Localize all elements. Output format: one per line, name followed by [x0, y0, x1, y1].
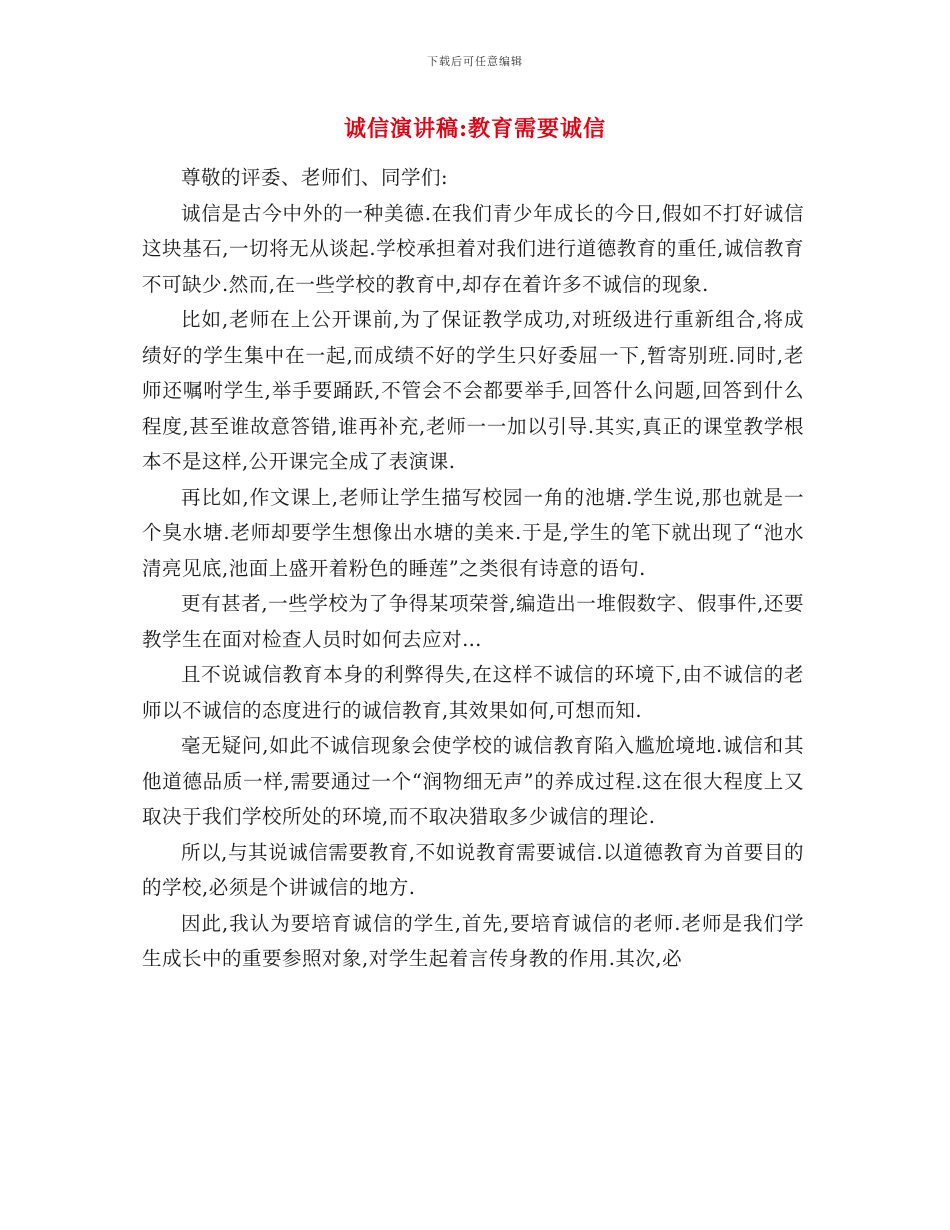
paragraph-greeting: 尊敬的评委、老师们、同学们: — [181, 166, 449, 189]
paragraph: 且不说诚信教育本身的利弊得失,在这样不诚信的环境下,由不诚信的老师以不诚信的态度进行的诚信教育,其效果如何,可想而知. — [142, 663, 804, 722]
document-body — [142, 160, 804, 977]
paragraph: 因此,我认为要培育诚信的学生,首先,要培育诚信的老师.老师是我们学生成长中的重要参照对象,对学生起着言传身教的作用.其次,必 — [142, 911, 804, 970]
paragraph: 再比如,作文课上,老师让学生描写校园一角的池塘.学生说,那也就是一个臭水塘.老师却要学生想像出水塘的美来.于是,学生的笔下就出现了“池水清亮见底,池面上盛开着粉色的睡莲”之类很有诗意的语句. — [142, 485, 804, 580]
paragraph: 诚信是古今中外的一种美德.在我们青少年成长的今日,假如不打好诚信这块基石,一切将无从谈起.学校承担着对我们进行道德教育的重任,诚信教育不可缺少.然而,在一些学校的教育中,却存在着许多不诚信的现象. — [142, 201, 804, 296]
paragraph: 所以,与其说诚信需要教育,不如说教育需要诚信.以道德教育为首要目的的学校,必须是个讲诚信的地方. — [142, 840, 804, 899]
header-note: 下载后可任意编辑 — [427, 55, 523, 68]
paragraph: 毫无疑问,如此不诚信现象会使学校的诚信教育陷入尴尬境地.诚信和其他道德品质一样,需要通过一个“润物细无声”的养成过程.这在很大程度上又取决于我们学校所处的环境,而不取决猎取多少诚信的理论. — [142, 734, 804, 828]
paragraph: 比如,老师在上公开课前,为了保证教学成功,对班级进行重新组合,将成绩好的学生集中在一起,而成绩不好的学生只好委屈一下,暂寄别班.同时,老师还嘱咐学生,举手要踊跃,不管会不会都要举手,回答什么问题,回答到什么程度,甚至谁故意答错,谁再补充,老师一一加以引导.其实,真正的课堂教学根本不是这样,公开课完全成了表演课. — [142, 308, 804, 473]
paragraph: 更有甚者,一些学校为了争得某项荣誉,编造出一堆假数字、假事件,还要教学生在面对检查人员时如何去应对… — [142, 592, 804, 651]
document-title: 诚信演讲稿:教育需要诚信 — [343, 116, 607, 142]
